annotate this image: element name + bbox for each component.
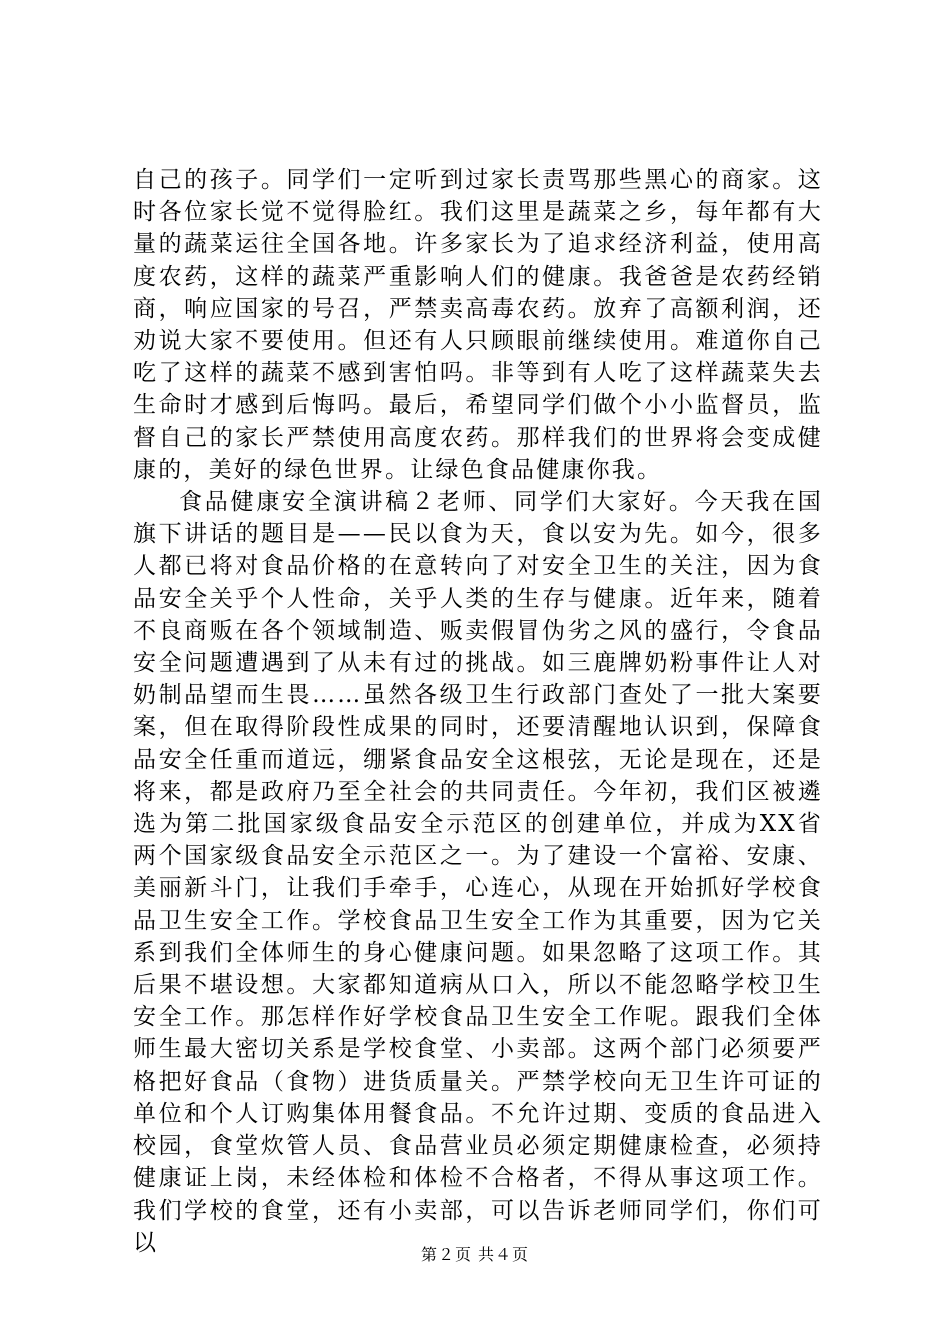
page-number-footer: 第２页 共４页 [420,1245,530,1264]
paragraph-speech-2: 食品健康安全演讲稿２老师、同学们大家好。今天我在国旗下讲话的题目是——民以食为天，食以安为先。如今，很多人都已将对食品价格的在意转向了对安全卫生的关注，因为食品安全关乎个人性命，关乎人类的生存与健康。近年来，随着不良商贩在各个领域制造、贩卖假冒伪劣之风的盛行，令食品安全问题遭遇到了从未有过的挑战。如三鹿牌奶粉事件让人对奶制品望而生畏……虽然各级卫生行政部门查处了一批大案要案，但在取得阶段性成果的同时，还要清醒地认识到，保障食品安全任重而道远，绷紧食品安全这根弦，无论是现在，还是将来，都是政府乃至全社会的共同责任。今年初，我们区被遴选为第二批国家级食品安全示范区的创建单位，并成为XX省两个国家级食品安全示范区之一。为了建设一个富裕、安康、美丽新斗门，让我们手牵手，心连心，从现在开始抓好学校食品卫生安全工作。学校食品卫生安全工作为其重要，因为它关系到我们全体师生的身心健康问题。如果忽略了这项工作。其后果不堪设想。大家都知道病从口入，所以不能忽略学校卫生安全工作。那怎样作好学校食品卫生安全工作呢。跟我们全体师生最大密切关系是学校食堂、小卖部。这两个部门必须要严格把好食品（食物）进货质量关。严禁学校向无卫生许可证的单位和个人订购集体用餐食品。不允许过期、变质的食品进入校园，食堂炊管人员、食品营业员必须定期健康检查，必须持健康证上岗，未经体检和体检不合格者，不得从事这项工作。我们学校的食堂，还有小卖部，可以告诉老师同学们，你们可以 [133,489,823,1256]
document-body [133,164,823,1259]
paragraph-continued: 自己的孩子。同学们一定听到过家长责骂那些黑心的商家。这时各位家长觉不觉得脸红。我们这里是蔬菜之乡，每年都有大量的蔬菜运往全国各地。许多家长为了追求经济利益，使用高度农药，这样的蔬菜严重影响人们的健康。我爸爸是农药经销商，响应国家的号召，严禁卖高毒农药。放弃了高额利润，还劝说大家不要使用。但还有人只顾眼前继续使用。难道你自己吃了这样的蔬菜不感到害怕吗。非等到有人吃了这样蔬菜失去生命时才感到后悔吗。最后，希望同学们做个小小监督员，监督自己的家长严禁使用高度农药。那样我们的世界将会变成健康的，美好的绿色世界。让绿色食品健康你我。 [133,167,823,483]
